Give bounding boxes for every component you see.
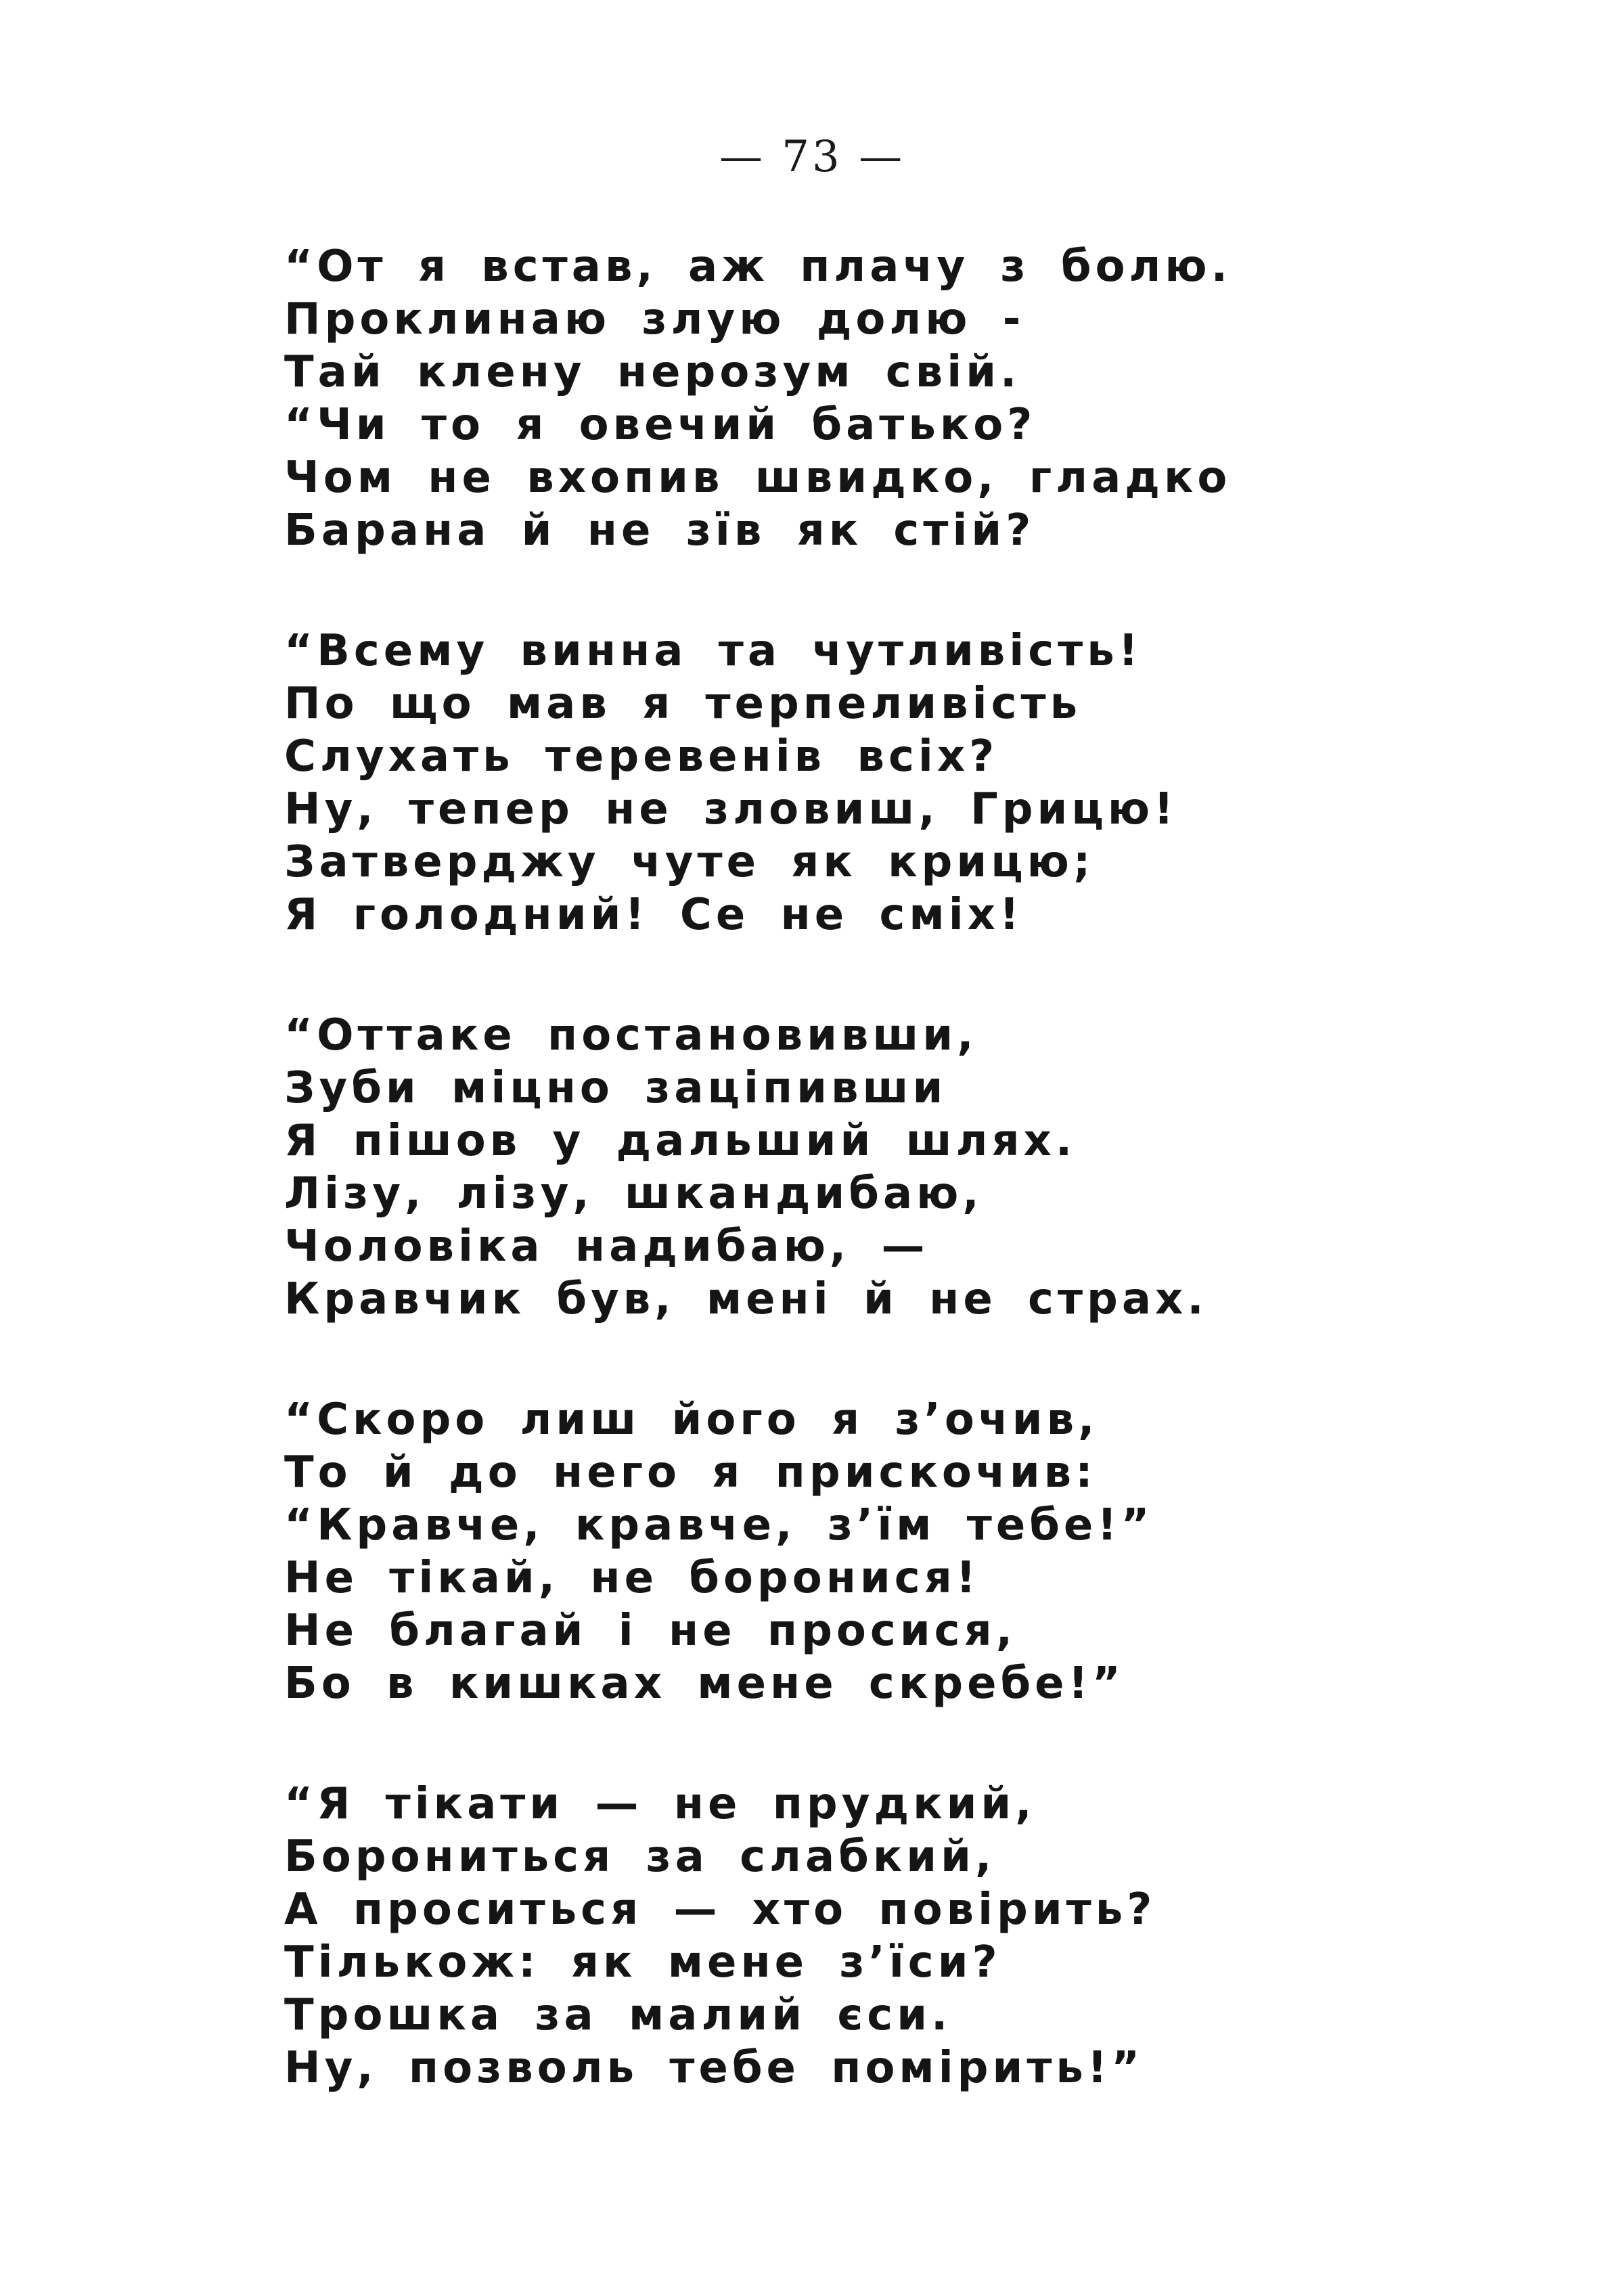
poem-line: Зуби міцно заціпивши	[284, 1063, 947, 1113]
poem-line: “Оттаке постановивши,	[284, 1010, 978, 1060]
poem-line: Ну, тепер не зловиш, Грицю!	[284, 784, 1178, 834]
poem-line: Бо в кишках мене скребе!”	[284, 1659, 1125, 1709]
stanza-2	[284, 625, 1570, 941]
poem-line: Тай клену нерозум свій.	[284, 347, 1021, 397]
poem-line: Я голодний! Се не сміх!	[284, 890, 1024, 940]
poem-line: Тількож: як мене з’їси?	[284, 1937, 1001, 1987]
poem-line: Не тікай, не боронися!	[284, 1553, 980, 1603]
poem-line: Барана й не зїв як стій?	[284, 506, 1035, 556]
poem-line: Затверджу чуте як крицю;	[284, 837, 1095, 887]
poem-line: По що мав я терпеливість	[284, 679, 1082, 729]
poem-text	[284, 240, 1570, 2162]
stanza-3	[284, 1009, 1570, 1326]
poem-line: Кравчик був, мені й не страх.	[284, 1274, 1208, 1324]
poem-line: То й до него я прискочив:	[284, 1447, 1097, 1498]
poem-line: Я пішов у дальший шлях.	[284, 1116, 1077, 1166]
poem-line: “Кравче, кравче, з’їм тебе!”	[284, 1500, 1154, 1550]
poem-line: “От я встав, аж плачу з болю.	[284, 242, 1232, 292]
page-number: — 73 —	[719, 132, 905, 182]
poem-line: “Чи то я овечий батько?	[284, 400, 1037, 450]
poem-line: Чоловіка надибаю, —	[284, 1221, 929, 1272]
poem-line: Лізу, лізу, шкандибаю,	[284, 1169, 983, 1219]
poem-line: Слухать теревенів всіх?	[284, 732, 999, 782]
stanza-4	[284, 1393, 1570, 1710]
poem-line: Боронитьcя за слабкий,	[284, 1832, 996, 1882]
poem-line: А проситься — хто повірить?	[284, 1885, 1156, 1935]
poem-line: Ну, позволь тебе помірить!”	[284, 2043, 1144, 2093]
stanza-1	[284, 240, 1570, 557]
poem-line: Чом не вхопив швидко, гладко	[284, 453, 1232, 503]
poem-line: “Я тікати — не прудкий,	[284, 1779, 1036, 1829]
poem-line: Трошка за малий єси.	[284, 1990, 952, 2040]
poem-line: Проклинаю злую долю -	[284, 294, 1025, 344]
poem-line: “Скоро лиш його я з’очив,	[284, 1395, 1099, 1445]
poem-line: Не благай і не просися,	[284, 1606, 1016, 1656]
poem-line: “Всему винна та чутливість!	[284, 626, 1142, 676]
stanza-5	[284, 1778, 1570, 2094]
